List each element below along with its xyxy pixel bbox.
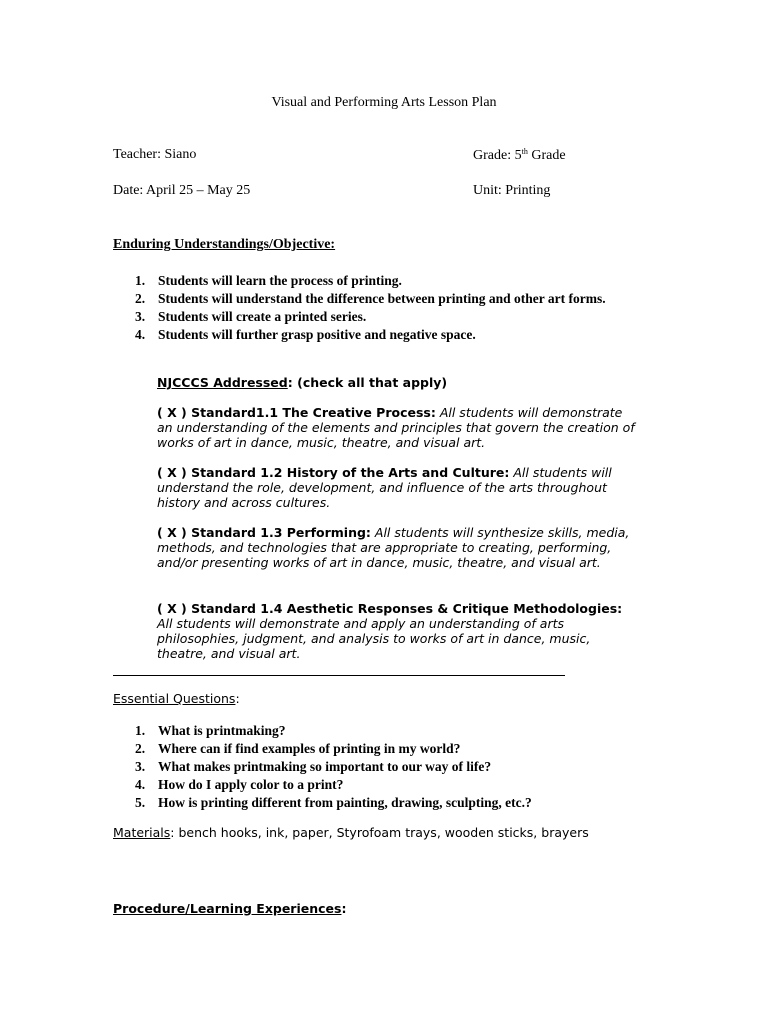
list-item: 1. Students will learn the process of printing. [135, 273, 402, 288]
standard-1-4: ( X ) Standard 1.4 Aesthetic Responses & Critique Methodologies: All students will demonstrate and apply an understanding of arts philosophies, judgment, and analysis to works of art in dance, music, theatre, and visual art. [157, 601, 623, 661]
list-item: 2. Where can if find examples of printing in my world? [135, 741, 461, 756]
list-item: 3. Students will create a printed series. [135, 309, 367, 324]
list-item: 5. How is printing different from painting, drawing, sculpting, etc.? [135, 795, 532, 810]
njcccs-heading: NJCCCS Addressed: (check all that apply) [157, 375, 448, 390]
list-item: 3. What makes printmaking so important to our way of life? [135, 759, 492, 774]
horizontal-rule [113, 675, 565, 676]
materials-line: Materials: bench hooks, ink, paper, Styrofoam trays, wooden sticks, brayers [113, 825, 589, 840]
procedure-heading: Procedure/Learning Experiences: [113, 901, 347, 916]
grade-superscript: th [521, 147, 528, 156]
list-item: 1. What is printmaking? [135, 723, 286, 738]
teacher-field: Teacher: Siano [113, 147, 197, 162]
list-item: 4. Students will further grasp positive and negative space. [135, 327, 476, 342]
objectives-list [113, 272, 633, 344]
unit-field: Unit: Printing [473, 183, 551, 198]
list-item: 4. How do I apply color to a print? [135, 777, 344, 792]
essential-questions-heading: Essential Questions: [113, 691, 240, 706]
standard-1-3: ( X ) Standard 1.3 Performing: All students will synthesize skills, media, methods, and technologies that are appropriate to creating, performing, and/or presenting works of art in dance, music, theatre, and visual art. [157, 525, 630, 570]
date-field: Date: April 25 – May 25 [113, 183, 251, 198]
essential-questions-list [113, 722, 653, 812]
grade-suffix: Grade [527, 148, 566, 163]
grade-field [473, 147, 566, 164]
page-title: Visual and Performing Arts Lesson Plan [271, 95, 497, 110]
grade-prefix: Grade: 5 [473, 148, 522, 163]
standard-1-1: ( X ) Standard1.1 The Creative Process: All students will demonstrate an understanding of the elements and principles that govern the creation of works of art in dance, music, theatre, and visual art. [157, 405, 635, 450]
list-item: 2. Students will understand the difference between printing and other art forms. [135, 291, 606, 306]
standard-1-2: ( X ) Standard 1.2 History of the Arts and Culture: All students will understand the role, development, and influence of the arts throughout history and across cultures. [157, 465, 612, 510]
objectives-heading: Enduring Understandings/Objective: [113, 237, 336, 252]
